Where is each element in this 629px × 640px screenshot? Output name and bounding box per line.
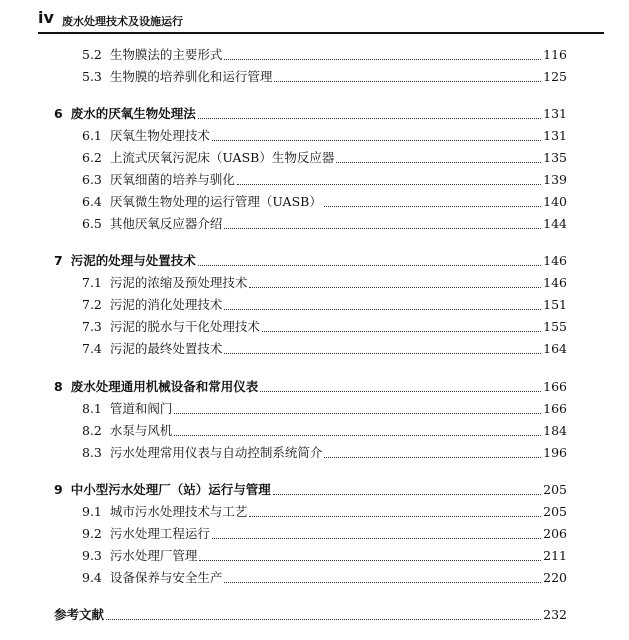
toc-title: 废水处理通用机械设备和常用仪表 [70,379,259,394]
dot-leader [224,308,541,310]
toc-title: 管道和阀门 [109,401,173,416]
toc-number: 7.4 [82,341,102,356]
toc-number: 6 [54,106,63,121]
toc-number: 8.3 [82,445,102,460]
toc-page: 205 [543,504,567,519]
toc-number: 9.1 [82,504,102,519]
toc-entry[interactable] [82,214,567,232]
toc-number: 7.3 [82,319,102,334]
toc-title: 厌氧微生物处理的运行管理（UASB） [109,194,322,209]
toc-number: 6.3 [82,172,102,187]
toc-title: 污泥的最终处置技术 [109,341,223,356]
toc-title: 污水处理工程运行 [109,526,210,541]
toc-page: 206 [543,526,567,541]
toc-title: 废水的厌氧生物处理法 [70,106,196,121]
dot-leader [106,618,541,620]
toc-entry[interactable] [82,502,567,520]
toc-references[interactable] [54,605,567,623]
dot-leader [274,80,541,82]
dot-leader [174,412,541,414]
toc-entry[interactable] [82,443,567,461]
toc-entry[interactable] [82,421,567,439]
toc-title: 污泥的脱水与干化处理技术 [109,319,260,334]
toc-entry[interactable] [82,524,567,542]
dot-leader [174,434,541,436]
toc-title: 其他厌氧反应器介绍 [109,216,223,231]
toc-page: 131 [543,128,567,143]
toc-page: 220 [543,570,567,585]
toc-title: 污水处理厂管理 [109,548,198,563]
toc-page: 116 [543,47,567,62]
toc-entry[interactable] [82,339,567,357]
toc-title: 厌氧细菌的培养与驯化 [109,172,235,187]
toc-number: 5.3 [82,69,102,84]
toc-entry[interactable] [82,546,567,564]
toc-title: 水泵与风机 [109,423,173,438]
toc-entry[interactable] [82,192,567,210]
toc-number: 5.2 [82,47,102,62]
toc-entry[interactable] [82,45,567,63]
dot-leader [224,352,541,354]
toc-title: 污泥的浓缩及预处理技术 [109,275,248,290]
dot-leader [224,227,541,229]
toc-chapter[interactable] [54,480,567,498]
toc-entry[interactable] [82,126,567,144]
dot-leader [198,117,541,119]
toc-title: 污泥的处理与处置技术 [70,253,196,268]
toc-title: 上流式厌氧污泥床（UASB）生物反应器 [109,150,335,165]
dot-leader [224,58,541,60]
toc-page: 155 [543,319,567,334]
toc-entry[interactable] [82,273,567,291]
toc-number: 9.4 [82,570,102,585]
toc-title: 生物膜的培养驯化和运行管理 [109,69,273,84]
toc-page: 164 [543,341,567,356]
toc-page: 205 [543,482,567,497]
toc-entry[interactable] [82,148,567,166]
dot-leader [212,139,541,141]
toc-page: 151 [543,297,567,312]
toc-number: 7.2 [82,297,102,312]
toc-entry[interactable] [82,170,567,188]
page-number-roman: iv [38,8,54,27]
toc-page: 232 [543,607,567,622]
book-title: 废水处理技术及设施运行 [62,15,183,28]
dot-leader [237,183,541,185]
toc-page: 184 [543,423,567,438]
toc-page: 140 [543,194,567,209]
toc-entry[interactable] [82,399,567,417]
toc-number: 9.3 [82,548,102,563]
toc-title: 污水处理常用仪表与自动控制系统简介 [109,445,323,460]
toc-title: 生物膜法的主要形式 [109,47,223,62]
toc-page: 125 [543,69,567,84]
dot-leader [273,493,541,495]
toc-page: 146 [543,275,567,290]
toc-number: 9.2 [82,526,102,541]
dot-leader [260,390,541,392]
toc-number: 8 [54,379,63,394]
toc-title: 厌氧生物处理技术 [109,128,210,143]
dot-leader [212,537,541,539]
toc-entry[interactable] [82,295,567,313]
toc-page: 146 [543,253,567,268]
dot-leader [324,456,541,458]
dot-leader [324,205,541,207]
toc-chapter[interactable] [54,377,567,395]
toc-number: 9 [54,482,63,497]
toc-page: 196 [543,445,567,460]
toc-title: 设备保养与安全生产 [109,570,223,585]
toc-number: 6.1 [82,128,102,143]
dot-leader [336,161,541,163]
toc-number: 6.5 [82,216,102,231]
dot-leader [249,515,541,517]
toc-page: 166 [543,401,567,416]
toc-number: 7.1 [82,275,102,290]
toc-number: 8.1 [82,401,102,416]
toc-page: 131 [543,106,567,121]
dot-leader [198,264,541,266]
toc-entry[interactable] [82,568,567,586]
dot-leader [224,581,541,583]
toc-page: 144 [543,216,567,231]
toc-title: 中小型污水处理厂（站）运行与管理 [70,482,271,497]
dot-leader [199,559,541,561]
toc-chapter[interactable] [54,251,567,269]
toc-entry[interactable] [82,67,567,85]
toc-number: 6.4 [82,194,102,209]
toc-page: 135 [543,150,567,165]
toc-page: 166 [543,379,567,394]
toc-number: 6.2 [82,150,102,165]
toc-title: 污泥的消化处理技术 [109,297,223,312]
toc-entry[interactable] [82,317,567,335]
dot-leader [262,330,541,332]
toc-number: 8.2 [82,423,102,438]
dot-leader [249,286,541,288]
toc-page: 139 [543,172,567,187]
toc-title: 城市污水处理技术与工艺 [109,504,248,519]
toc-number: 7 [54,253,63,268]
toc-title: 参考文献 [54,607,105,622]
toc-chapter[interactable] [54,104,567,122]
toc-page: 211 [543,548,567,563]
